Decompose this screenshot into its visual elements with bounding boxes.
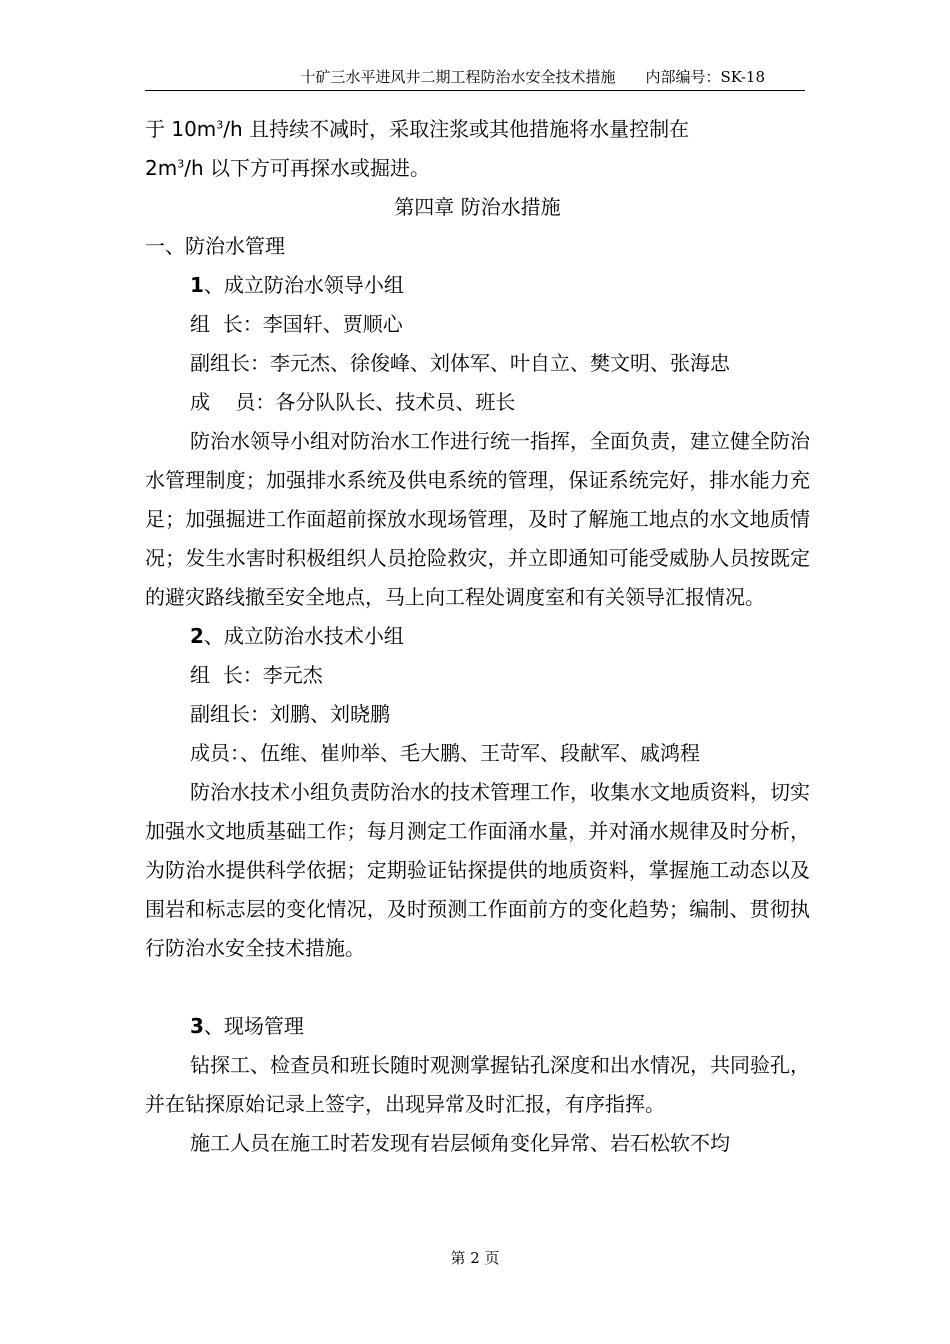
intro-text-4: /h 以下方可再探水或掘进。 [184,156,430,180]
header-rule [145,90,805,91]
chapter-title: 第四章 防治水措施 [394,195,561,219]
section-title: 一、防治水管理 [145,234,285,258]
blank-line [145,968,810,1007]
group3-paragraph-1: 钻探工、检查员和班长随时观测掌握钻孔深度和出水情况，共同验孔，并在钻探原始记录上签字，出现异常及时汇报，有序指挥。 [145,1053,810,1116]
group3-number: 3 [190,1014,204,1038]
group2-leader: 组 长：李元杰 [190,663,323,687]
group2-members: 成员：、伍维、崔帅举、毛大鹏、王苛军、段献军、戚鸿程 [190,741,700,765]
page-header [145,66,805,88]
page-number: 第 2 页 [450,1249,500,1267]
group1-leader: 组 长：李国轩、贾顺心 [190,312,403,336]
group3-paragraph-2: 施工人员在施工时若发现有岩层倾角变化异常、岩石松软不均 [190,1131,730,1155]
intro-text-3: 2m [145,156,178,180]
group2-heading [145,617,810,656]
intro-text-1: 于 10m [145,117,217,141]
header-title: 十矿三水平进风井二期工程防治水安全技术措施 [300,68,616,86]
group1-description: 防治水领导小组对防治水工作进行统一指挥，全面负责，建立健全防治水管理制度；加强排水系统及供电系统的管理，保证系统完好，排水能力充足；加强掘进工作面超前探放水现场管理，及时了解施工地点的水文地质情况；发生水害时积极组织人员抢险救灾，并立即通知可能受威胁人员按既定的避灾路线撤至安全地点，马上向工程处调度室和有关领导汇报情况。 [145,429,810,609]
group1-deputy: 副组长：李元杰、徐俊峰、刘体军、叶自立、樊文明、张海忠 [190,351,730,375]
group3-heading [145,1007,810,1046]
group3-title: 、现场管理 [203,1014,304,1038]
intro-sup-2: 3 [177,157,185,171]
group1-members: 成 员：各分队队长、技术员、班长 [190,390,516,414]
group1-title: 、成立防治水领导小组 [203,273,404,297]
intro-paragraph [145,110,810,188]
group2-description: 防治水技术小组负责防治水的技术管理工作，收集水文地质资料，切实加强水文地质基础工作；每月测定工作面涌水量，并对涌水规律及时分析，为防治水提供科学依据；定期验证钻探提供的地质资料，掌握施工动态以及围岩和标志层的变化情况，及时预测工作面前方的变化趋势；编制、贯彻执行防治水安全技术措施。 [145,780,810,960]
group2-deputy: 副组长：刘鹏、刘晓鹏 [190,702,390,726]
group2-number: 2 [190,624,204,648]
header-code: 内部编号：SK-18 [645,68,765,86]
document-body [145,110,810,1163]
group1-heading [145,266,810,305]
intro-text-2: /h 且持续不减时，采取注浆或其他措施将水量控制在 [223,117,690,141]
group2-title: 、成立防治水技术小组 [203,624,404,648]
group1-number: 1 [190,273,204,297]
intro-sup-1: 3 [216,118,224,132]
